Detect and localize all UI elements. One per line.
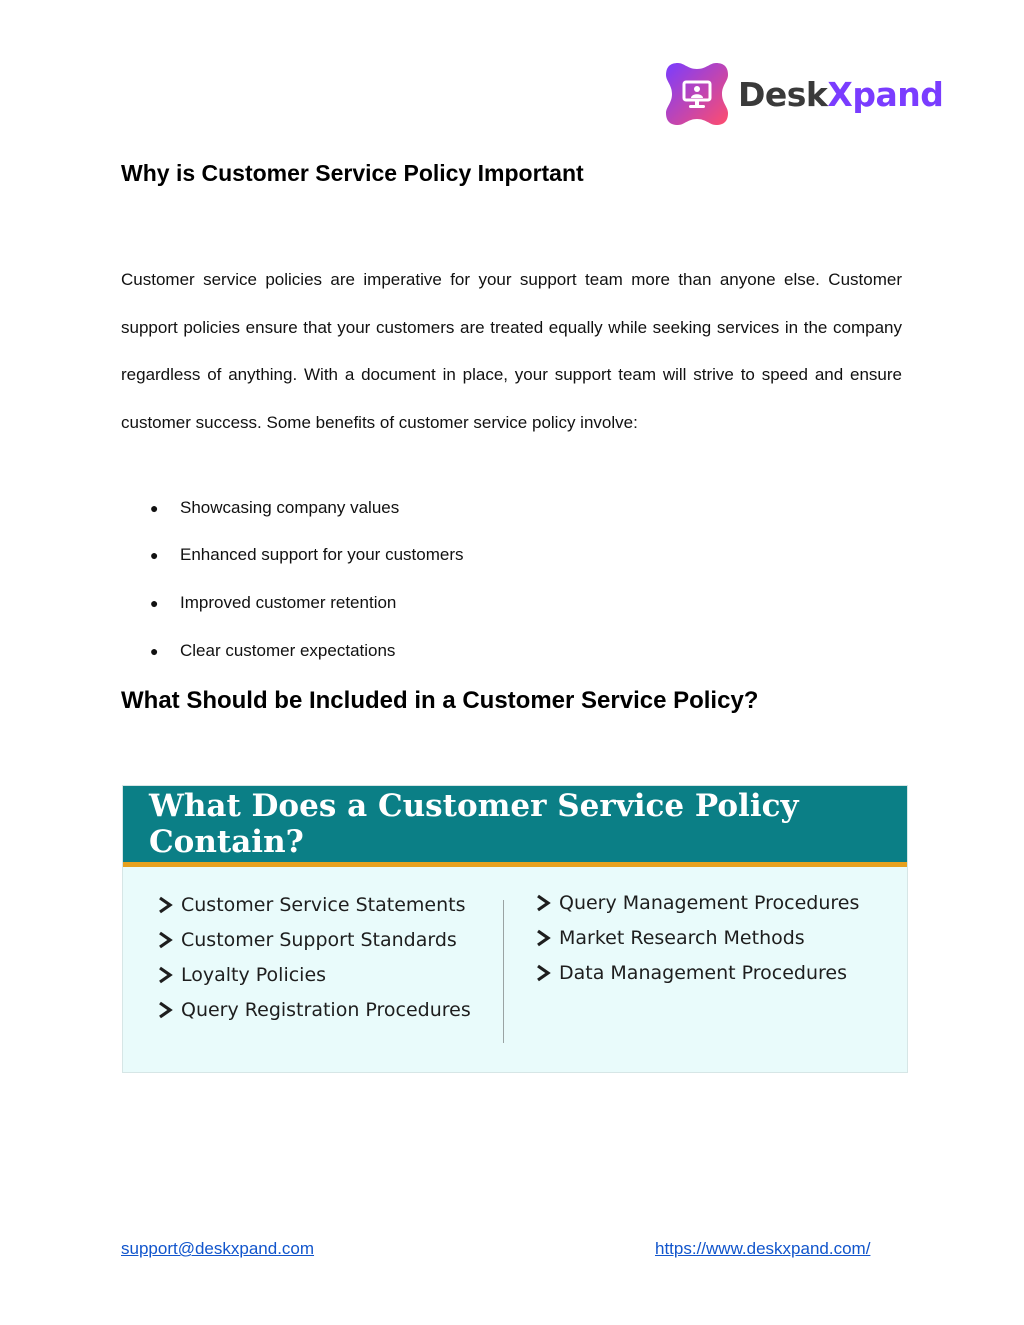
infographic-item bbox=[535, 920, 859, 955]
brand-name-part2: Xpand bbox=[827, 74, 944, 114]
list-item-text: Clear customer expectations bbox=[180, 640, 396, 660]
list-item bbox=[150, 484, 463, 532]
infographic-item-label: Customer Service Statements bbox=[181, 893, 466, 916]
infographic-item bbox=[157, 992, 471, 1027]
infographic-item bbox=[535, 885, 859, 920]
chevron-right-icon bbox=[535, 964, 551, 982]
infographic-body bbox=[123, 867, 907, 1072]
chevron-right-icon bbox=[535, 929, 551, 947]
intro-paragraph: Customer service policies are imperative for your support team more than anyone else. Customer support policies ensure that your customers are treated equally while seeking services in the company regardless of anything. With a document in place, your support team will strive to speed and ensure customer success. Some benefits of customer service policy involve: bbox=[121, 270, 902, 432]
infographic-item bbox=[535, 955, 859, 990]
brand-name bbox=[738, 75, 943, 114]
infographic-item bbox=[157, 957, 471, 992]
infographic-right-column bbox=[535, 885, 859, 990]
list-item bbox=[150, 579, 463, 627]
benefits-list bbox=[150, 484, 463, 674]
list-item-text: Improved customer retention bbox=[180, 592, 397, 612]
list-item-text: Enhanced support for your customers bbox=[180, 545, 464, 565]
chevron-right-icon bbox=[157, 896, 173, 914]
list-item-text: Showcasing company values bbox=[180, 497, 400, 517]
infographic-item bbox=[157, 887, 471, 922]
infographic-item bbox=[157, 922, 471, 957]
policy-infographic bbox=[122, 785, 908, 1073]
brand-name-part1: Desk bbox=[738, 74, 828, 114]
brand-logo bbox=[664, 60, 943, 128]
bullet-icon: ● bbox=[150, 642, 159, 659]
support-email-link[interactable]: support@deskxpand.com bbox=[121, 1239, 315, 1258]
chevron-right-icon bbox=[157, 966, 173, 984]
website-link[interactable]: https://www.deskxpand.com/ bbox=[655, 1239, 871, 1258]
infographic-banner bbox=[123, 786, 907, 862]
chevron-right-icon bbox=[157, 931, 173, 949]
chevron-right-icon bbox=[535, 894, 551, 912]
monitor-person-icon bbox=[664, 61, 730, 127]
section-heading-what: What Should be Included in a Customer Service Policy? bbox=[121, 687, 759, 714]
infographic-item-label: Loyalty Policies bbox=[181, 963, 327, 986]
infographic-item-label: Query Management Procedures bbox=[559, 891, 860, 914]
list-item bbox=[150, 627, 463, 675]
infographic-item-label: Market Research Methods bbox=[559, 926, 805, 949]
infographic-item-label: Query Registration Procedures bbox=[181, 998, 471, 1021]
bullet-icon: ● bbox=[150, 499, 159, 516]
infographic-item-label: Customer Support Standards bbox=[181, 928, 457, 951]
section-heading-why: Why is Customer Service Policy Important bbox=[121, 160, 584, 186]
column-divider bbox=[503, 900, 504, 1043]
chevron-right-icon bbox=[157, 1001, 173, 1019]
bullet-icon: ● bbox=[150, 594, 159, 611]
list-item bbox=[150, 532, 463, 580]
infographic-title: What Does a Customer Service Policy Contain? bbox=[149, 788, 799, 860]
bullet-icon: ● bbox=[150, 547, 159, 564]
infographic-left-column bbox=[157, 887, 471, 1027]
infographic-item-label: Data Management Procedures bbox=[559, 961, 847, 984]
